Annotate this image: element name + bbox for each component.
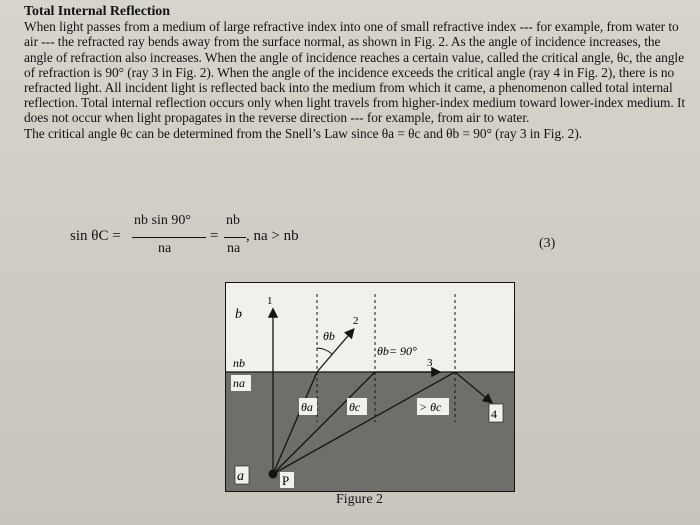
figure-2-diagram bbox=[225, 282, 515, 492]
label-gt-theta-c: > θc bbox=[419, 400, 442, 414]
label-theta-b: θb bbox=[323, 329, 335, 343]
eq-condition: , na > nb bbox=[246, 228, 299, 244]
eq-numerator-2: nb bbox=[226, 213, 240, 228]
label-theta-b-90: θb= 90° bbox=[377, 344, 417, 358]
label-nb: nb bbox=[233, 356, 245, 370]
section-title: Total Internal Reflection bbox=[24, 4, 170, 19]
source-point bbox=[269, 470, 278, 479]
eq-equals: = bbox=[210, 228, 219, 244]
label-ray-3: 3 bbox=[427, 357, 433, 369]
eq-lhs: sin θC = bbox=[70, 228, 121, 244]
eq-denominator-1: na bbox=[158, 241, 172, 256]
paragraph-critical-angle: The critical angle θc can be determined from the Snell’s Law since θa = θc and θb = 90° (ray 3 in Fig. 2). bbox=[24, 125, 583, 141]
figure-caption: Figure 2 bbox=[336, 492, 384, 507]
label-b: b bbox=[235, 307, 242, 322]
eq-fraction-bar-1 bbox=[132, 237, 206, 238]
eq-fraction-bar-2 bbox=[224, 237, 246, 238]
label-theta-a: θa bbox=[301, 400, 313, 414]
text-block bbox=[24, 4, 686, 141]
label-ray-4: 4 bbox=[491, 407, 497, 421]
eq-numerator-1: nb sin 90° bbox=[134, 213, 191, 228]
label-ray-2: 2 bbox=[353, 315, 359, 327]
eq-number: (3) bbox=[539, 236, 556, 251]
snell-equation bbox=[70, 213, 630, 263]
label-a: a bbox=[237, 469, 244, 484]
label-na: na bbox=[233, 376, 245, 390]
eq-denominator-2: na bbox=[227, 241, 241, 256]
label-p: P bbox=[282, 473, 290, 488]
paragraph-main: When light passes from a medium of large refractive index into one of small refractive index --- for example, from water to air --- the refracted ray bends away from the surface normal, as shown in Fig. 2. As the angle of incidence increases, the angle of refraction also increases. When the angle of incidence reaches a certain value, called the critical angle, θc, the angle of refraction is 90° (ray 3 in Fig. 2). When the angle of the incidence exceeds the critical angle (ray 4 in Fig. 2), there is no refracted light. All incident light is reflected back into the medium from which it came, a phenomenon called total internal reflection. Total internal reflection occurs only when light travels from higher-index medium toward lower-index medium. It does not occur when light propagates in the reverse direction --- for example, from air to water. bbox=[24, 19, 686, 126]
label-ray-1: 1 bbox=[267, 295, 273, 307]
label-theta-c: θc bbox=[349, 400, 361, 414]
